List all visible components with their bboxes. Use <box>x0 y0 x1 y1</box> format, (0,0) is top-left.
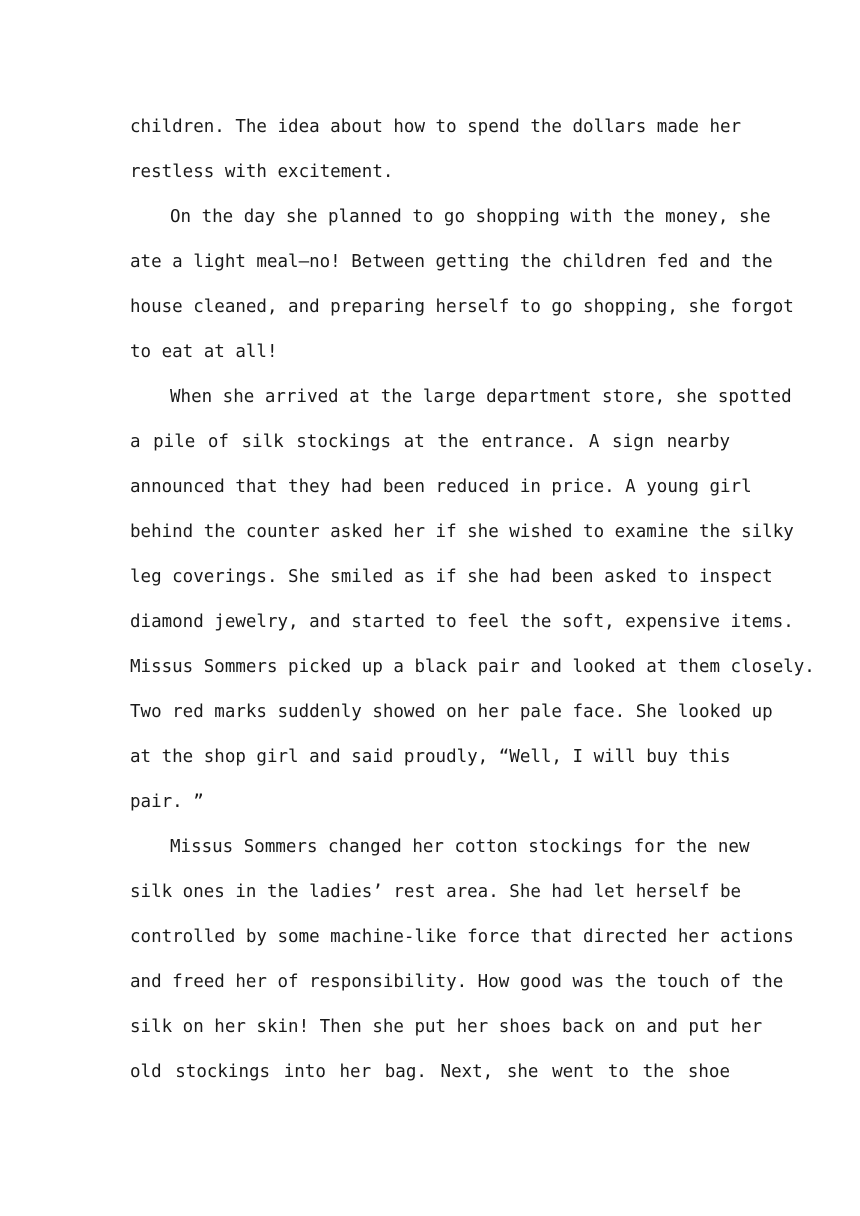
text-line: at the shop girl and said proudly, “Well, I will buy this <box>130 747 731 767</box>
paragraph-first-line: On the day she planned to go shopping with the money, she <box>170 207 771 227</box>
text-line: diamond jewelry, and started to feel the soft, expensive items. <box>130 612 794 632</box>
body-text <box>130 112 815 1102</box>
paragraph-first-line: When she arrived at the large department store, she spotted <box>170 387 792 407</box>
text-line: silk ones in the ladies’ rest area. She had let herself be <box>130 882 742 902</box>
text-line: and freed her of responsibility. How good was the touch of the <box>130 972 784 992</box>
text-line: Two red marks suddenly showed on her pale face. She looked up <box>130 702 773 722</box>
text-line: silk on her skin! Then she put her shoes back on and put her <box>130 1017 763 1037</box>
text-line: leg coverings. She smiled as if she had been asked to inspect <box>130 567 773 587</box>
text-line: announced that they had been reduced in price. A young girl <box>130 477 752 497</box>
text-line: old stockings into her bag. Next, she went to the shoe <box>130 1062 730 1082</box>
text-line: ate a light meal—no! Between getting the children fed and the <box>130 252 773 272</box>
text-line: controlled by some machine-like force that directed her actions <box>130 927 794 947</box>
text-line: restless with excitement. <box>130 162 394 182</box>
paragraph-first-line: Missus Sommers changed her cotton stockings for the new <box>170 837 750 857</box>
text-line: Missus Sommers picked up a black pair and looked at them closely. <box>130 657 815 677</box>
text-line: to eat at all! <box>130 342 278 362</box>
text-line: pair. ” <box>130 792 204 812</box>
text-line: a pile of silk stockings at the entrance. A sign nearby <box>130 432 730 452</box>
text-line: behind the counter asked her if she wished to examine the silky <box>130 522 794 542</box>
text-line: house cleaned, and preparing herself to go shopping, she forgot <box>130 297 794 317</box>
text-line: children. The idea about how to spend the dollars made her <box>130 117 742 137</box>
